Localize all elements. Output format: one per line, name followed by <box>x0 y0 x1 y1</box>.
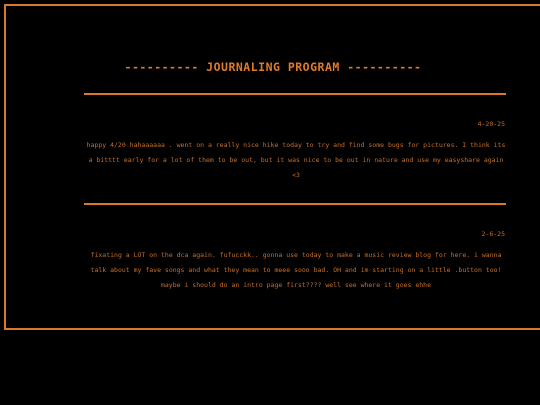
page-title: ---------- JOURNALING PROGRAM ---------- <box>124 60 422 74</box>
entry-divider <box>84 93 506 95</box>
entry-text: fixating a LOT on the dca again. fufucckk.. gonna use today to make a music review blog for here. i wanna talk about my fave songs and what they mean to meee sooo bad. OH and im starting on a little .button too! maybe i should do an intro page first???? well see where it goes ehhe <box>90 251 502 289</box>
journal-frame <box>4 4 540 330</box>
entry-date: 4-20-25 <box>477 120 505 128</box>
entry-text: happy 4/20 hahaaaaaa . went on a really nice hike today to try and find some bugs for pictures. I think its a bitttt early for a lot of them to be out, but it was nice to be out in nature and use my easyshare again <3 <box>86 141 506 179</box>
entry-divider <box>84 203 506 205</box>
entry-date: 2-6-25 <box>481 230 505 238</box>
